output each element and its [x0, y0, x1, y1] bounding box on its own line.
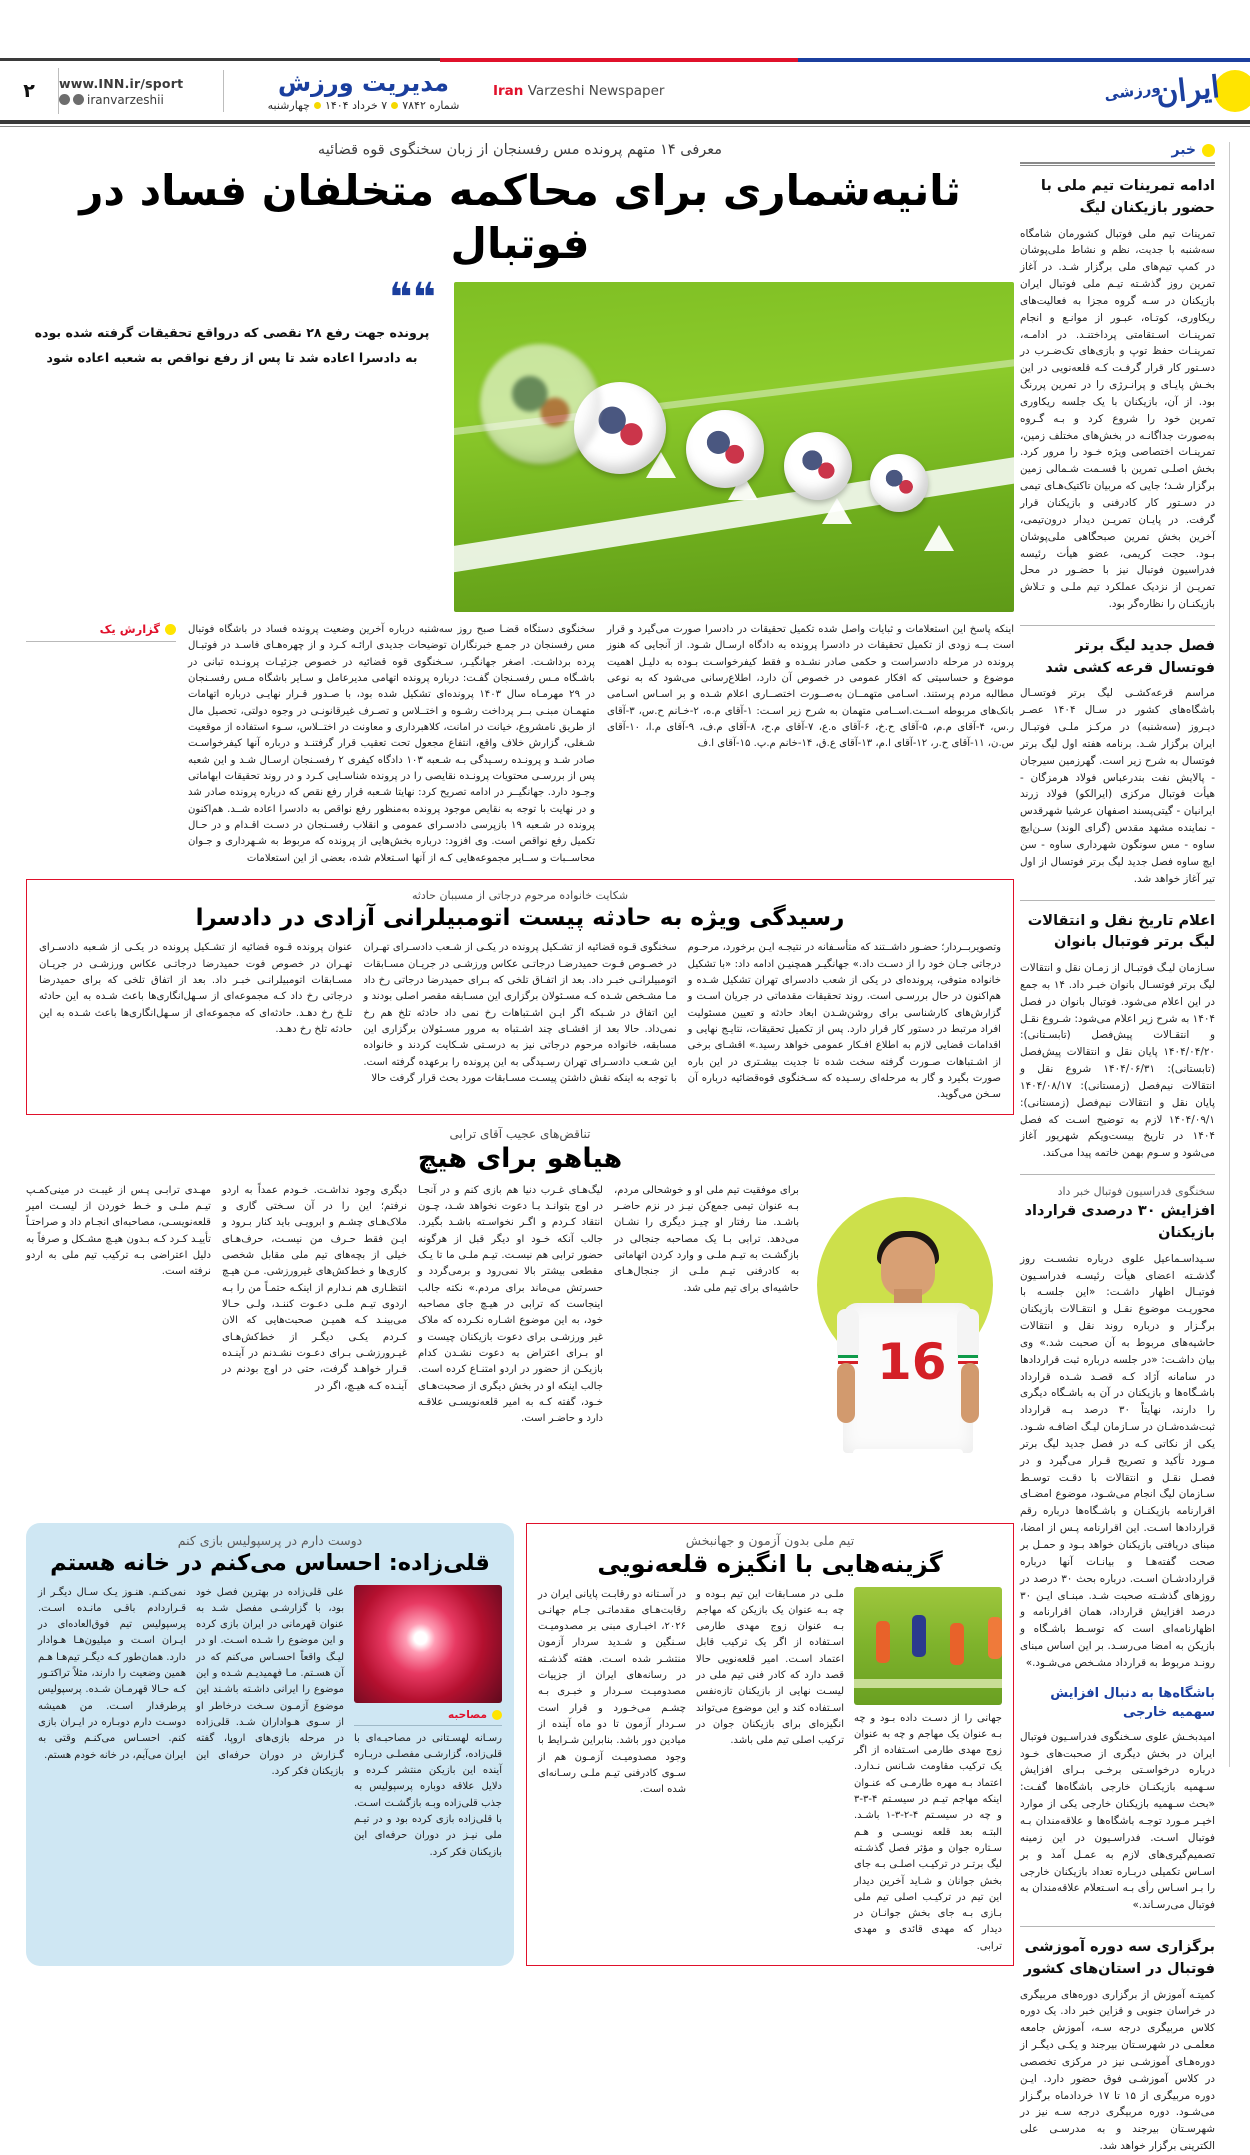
bullet-dot-icon	[391, 102, 398, 109]
sidebar-news-title: اعلام تاریخ نقل و انتقالات لیگ برتر فوتبال بانوان	[1027, 912, 1215, 951]
lead-pullquote	[26, 275, 444, 612]
instagram-icon	[59, 94, 70, 105]
bottom-card-text: در آسـتانه دو رقابـت پایانی ایران در رقابت‌هـای مقدماتـی جـام جهانـی ۲۰۲۶، اخبـاری مبنی بر مصدومیـت سـنگین و شـدید سردار آزمون منتشـر شده اسـت. هفته گذشـته در رسانه‌های ایران از جزییات مصدومیـت سـردار و خبـری بـه چشـم می‌خـورد و قرار است سـردار آزمون تا دو ماه آینده از میادین دور باشد. بنابراین شـرایط با وجود مصدومیـت آزمـون هم از سـوی کادرفنی تیـم ملـی رسـانه‌ای شده است.	[538, 1588, 686, 1796]
sidebar-news-body: تمرینات تیم ملی فوتبال کشورمان شامگاه سه‌شنبه با جدیت، نظم و نشاط ملی‌پوشان در کمپ تیم‌های ملی برگزار شـد. در آغاز تمرین روز گذشـته تیـم ملی فوتبال ایران بازیکنان در سـه گروه مجزا به فعالیت‌های ریکاوری، کوتـاه، عبـور از موانـع و انجام تمرینـات اسـتقامتی پرداختنـد. در ادامـه، تمرینـات حفظ توپ و بازی‌های تک‌ضـرب در دسـتور کار قرار گرفـت کـه قلعه‌نویی در این بخـش پایـای و پرانـرژی را در تمرین پررنگ بود. از آن، بازیکنان با یک جلسه ریکاوری تمرین خود را شروع کرد و بـه گـروه به‌صورت جداگانـه در بخش‌های مختلف زمین، تمرینـات اختصاصی ویژه خـود را مرور کرد. بخش اصلـی تمرین با قسـمت شـمالی زمین برگزار شـد؛ جایی که مربیان تاکتیک‌هـای تیمی در دسـتور کار کادرفنی و بازیکنان قرار گرفت. در پایـان تمریـن دیدار درون‌تیمی، آخرین بخش تمرین صبحگاهی ملی‌پوشان بـود. حجت کریمی، عضو هیأت رئیسه فدراسیون فوتبال نیز با حضـور در محل تمریـن از نزدیک عملکرد تیم ملـی و تـلاش بازیکنـان را نظاره‌گر بود.	[1020, 227, 1215, 611]
player-head	[881, 1237, 935, 1297]
report-badge	[26, 622, 176, 636]
redbox-kicker: شکایت خانواده مرحوم درجاتی از مسببان حادثه	[411, 889, 629, 903]
english-brand-rest: Varzeshi Newspaper	[523, 83, 665, 99]
masthead	[0, 58, 1250, 120]
lead-body-column	[607, 622, 1014, 869]
redbox-body-text: وتصویربــردار؛ حضـور داشــتند که متأسـفانه در نتیجـه ایـن برخورد، مرحـوم درجاتی جـان خود را از دسـت داد.» جهانگیـر همچنیـن ادامه داد: «با تشکیل خانواده متوفی، پرونده‌ای در یکی از شعب دادسرای تهران تشکیل شـده و هم‌اکنون در حال بررسـی است. روند تحقیقات مقدماتی در جریان اسـت و گزارش‌های کارشناسی برای روشن‌شـدن ابعاد حادثه و تعیین مسئولیت افراد مرتبط در دستور کار قرار دارد. پس از تکمیل تحقیقات، نتایـج نهایی و اقدامات قضایی لازم به اطلاع افـکار عمومی خواهد رسید.» اقشـای برخی از اشـتباهات صـورت گرفته سخت شده تا جدیت بیشـتری در این باره صورت بگیرد و گار به مرحله‌ای رسـیده که سـخنگوی قوه‌قضائیه درباره آن سـخن می‌گوید.	[687, 942, 1001, 1101]
lead-headline: ثانیه‌شماری برای محاکمه متخلفان فساد در فوتبال	[79, 166, 961, 268]
bottom-card-interview[interactable]	[26, 1523, 514, 1966]
player-article[interactable]	[26, 1127, 1014, 1513]
player-article-text: دیگری وجود نداشـت. خـودم عمداً به اردو نرفتم؛ این را در آن سـختی گاری و ملاک‌هـای چشـم و ابرویـی باید کنار بـرود و ایـن فقط حـرف من نیسـت، حرف‌هـای خیلی از بچه‌های تیم ملی مقابل شخصی کاری‌ها و خط‌کش‌های غیرورزشی. مـن هیـچ انتظـاری هم نـدارم از اینکـه حتمـاً من را بـه اردوی تیـم ملـی دعـوت کننـد، ولـی حـالا می‌بینـد کـه همیـن صحبت‌هایی که الان کـردم یکـی دیگـر از خط‌کش‌هـای غیـرورزشـی بـرای دعـوت نشـدنم در آینـده قـرار خواهـد گرفت، حتی در اوج بودنم در آینـده کـه هیـچ، اگر در	[222, 1184, 407, 1392]
bottom-card-text: ملـی در مسـابقات این تیم بـوده و چه بـه عنوان یک بازیکن که مهاجم بـه عنوان زوج مهدی طارمی اسـتفاده از اگر یک ترکیب قابل اعتماد اسـت. امیر قلعه‌نویی حالا قصد دارد که کادر فنی تیم ملی در لیسـت نهایی از بازیکنان تازه‌نفس اسـتفاده کند و این موضوع می‌تواند انگیزه‌ای برای بازیکنان جوان در ترکیب اصلی تیم ملی باشد.	[696, 1588, 844, 1747]
player-arm-left	[961, 1363, 979, 1423]
interview-dot-icon	[492, 1710, 502, 1720]
social-handles[interactable]	[59, 93, 164, 107]
sidebar-news-column	[1020, 142, 1230, 2153]
sidebar-separator	[1020, 1926, 1215, 1927]
social-handle-text: iranvarzeshii	[87, 92, 164, 107]
player-arm-right	[837, 1363, 855, 1423]
flag-dot-icon	[1202, 144, 1215, 157]
sidebar-rule-thin	[1020, 165, 1215, 166]
english-brand-block	[493, 83, 703, 99]
sidebar-flag-label: خبر	[1171, 142, 1196, 158]
logo-sub-text: ورزشی	[1102, 78, 1162, 104]
sidebar-news-body: سـازمان لیـگ فوتبـال از زمـان نقل و انتقالات لیگ برتر فوتسـال بانوان خبـر داد. ۱۴ به جمع در این اعلام می‌شود. فوتبال بانوان در فصل ۱۴۰۴ به شرح زیر اعلام می‌شود: شـروع نقـل و انتقـالات پیش‌فصل (تابسـتانی): ۱۴۰۴/۰۴/۲۰ پایان نقل و انتقالات پیش‌فصل (تابستانی): ۱۴۰۴/۰۶/۳۱ شروع نقل و انتقالات نیم‌فصل (زمستانی): ۱۴۰۴/۰۸/۱۷ پایان نقل و انتقالات نیم‌فصل (زمستانی): ۱۴۰۴/۰۹/۱ لازم به توضیح اسـت که فصل ۱۴۰۴ در تاریخ بیست‌ویکم شهریور آغاز می‌شود و سـوم بهمن خاتمه پیدا می‌کند.	[1020, 962, 1215, 1160]
logo[interactable]	[703, 62, 1250, 120]
sidebar-news-title: فصل جدید لیگ برتر فوتسال قرعه کشی شد	[1045, 637, 1215, 676]
redbox-columns	[39, 940, 1001, 1103]
sidebar-flag	[1020, 142, 1215, 158]
bottom-card-body	[38, 1585, 502, 1861]
sidebar-news-item[interactable]	[1020, 176, 1215, 613]
interview-rule	[354, 1725, 502, 1726]
interview-label: مصاحبه	[447, 1708, 487, 1721]
bottom-cards-row	[26, 1523, 1014, 1966]
website-url[interactable]: www.INN.ir/sport	[59, 75, 184, 91]
player-article-text: برای موفقیت تیم ملی او و خوشحالی مردم، بـه عنوان تیمی جمع‌کن نیـز در نزم حاضـر باشـد. منا رفتار او چیـز دیگری را نشـان می‌دهد. ترابی بـا یک مصاحبه جنجالی در بازگشـت به تیـم ملـی و وارد کردن اتهاماتی به کادرفنی تیـم ملـی از جنجال‌هـای حاشیه‌ای برای تیم ملی شد.	[614, 1184, 799, 1294]
player-photo	[809, 1183, 1014, 1513]
sidebar-news-body: امیدبخـش علوی سـخنگوی فدراسـیون فوتبال ایران در بخش دیگری از صحبت‌های خـود درباره درخواسـتی برخـی بـرای افزایش سـهمیه بازیکنـان خارجی باشگاه‌ها گفـت: «بحث سـهمیه بازیکنان خارجی یکی از موارد اخیـر مـورد توجـه باشگاه‌ها و علاقه‌مندان بـه فوتبال اسـت. فدراسـیون در این زمینه تصمیم‌گیری‌های لازم به عمـل آمد و بر اسـاس تکمیلی دربـاره تعداد بازیکنان خارجی را بـر اسـاس رأی بـه اسـتعلام علاقه‌مندان به فوتبال می‌رسـاند.»	[1020, 1730, 1215, 1912]
crowd-photo	[354, 1585, 502, 1703]
sidebar-news-title: باشگاه‌ها به دنبال افزایش سهمیه خارجی	[1050, 1685, 1215, 1721]
lead-body-column	[188, 622, 595, 869]
issue-line	[234, 99, 493, 112]
content-area	[20, 142, 1230, 2153]
player-article-text: لیگ‌هـای غـرب دنیا هم بازی کنم و در آنجـا در اوج بتوانـد بـا دعوت نخواهد شـد، چـون انتقاد کـردم و اگـر نخواسـته باشـد بگیرد. جالب آنکه خـود او دیگر قبل از هرگونه حضور ترابی هم نیسـت. تیـم ملـی ما تا یـک مقطعی بیشتر بالا نمی‌رود و برمی‌گردد و حسرتش می‌ماند برای مردم.» نکته جالب اینجاست که ترابی در هیـچ جای مصاحبه خود، به این موضوع اشـاره نکـرده که ملاک غیر ورزشـی برای دعوت بازیکنان چیست و او بـرای اعتراض به دعوت نشـدن کدام بازیکـن از حضور در اردو امتنـاع کرده است. جالب اینکه او در بخش دیگری از صحبت‌هـای خـود، گفته کـه به امیر قلعه‌نویسـی علاقـه دارد و حاضـر است.	[418, 1184, 603, 1425]
report-dot-icon	[165, 624, 176, 635]
bottom-card-team[interactable]	[526, 1523, 1014, 1966]
sidebar-news-item[interactable]	[1020, 1185, 1215, 1672]
report-label: گزارش یک	[99, 622, 160, 636]
sidebar-news-body: مراسم قرعه‌کشـی لیگ برتر فوتسـال باشگاه‌های کشور در سـال ۱۴۰۴ عصـر دیـروز (سه‌شنبه) در مرکـز ملـی فوتبـال ایران برگزار شـد. برنامه هفته اول لیگ برتر فوتسال به شرح زیر است. گهرزمین سیرجان - پالایش نفت بندرعباس فولاد هرمزگان - هیأت فوتبال مرکزی (ایرالکو) فولاد زرند ایرانیان - گیتی‌پسند اصفهان عرشیا شهرقدس - نماینده مشهد مقدس (گرای الوند) سـن‌ایچ ساوه - مس سونگون شهرداری ساوه - سن ایچ ساوه فصل جدید لیگ برتر فوتسال از اول تیر آغاز خواهد شد.	[1020, 687, 1215, 885]
sidebar-news-item[interactable]	[1020, 636, 1215, 888]
player-article-body	[26, 1183, 1014, 1513]
bottom-card-text: جهانی را از دسـت داده بـود و چه بـه عنوان یک مهاجم و چه به عنوان زوج مهدی طارمی اسـتفاده از اگر یک ترکیب مقاومت شـانس نـدارد. اعتماد بـه مهره طارمـی که عنـوان اینکه مهاجم تیـم در سیسـتم ۴-۳-۳ و چه در سیسـتم ۴-۲-۳-۱ باشـد. البتـه بعد قلعه نویسـی و هـم سـتاره جوان و مؤثر فصل گذشـته لیگ برتـر در ترکیـب اصلـی بـه جای بخش جوانان و شـاید آخرین دیدار این تیم در ترکیـب اصلی تیم ملی بـازی بـه جای بخش جوانـان در دیدار که مهدی قائدی و مهدی ترابی.	[854, 1712, 1002, 1952]
jersey-number: 16	[877, 1332, 947, 1391]
sidebar-separator	[1020, 1174, 1215, 1175]
sidebar-news-title: برگزاری سه دوره آموزشی فوتبال در استان‌های کشور	[1023, 1939, 1215, 1977]
issue-number: شماره ۷۸۴۲	[402, 99, 460, 113]
lead-kicker: معرفی ۱۴ متهم پرونده مس رفسنجان از زبان سخنگوی قوه قضائیه	[317, 142, 723, 158]
section-block	[223, 70, 493, 112]
player-article-text: مهـدی ترابـی پـس از غیبـت در مینی‌کمـپ تیـم ملـی و خـط خوردن از لیسـت امیر قلعه‌نویسـی، مصاحبه‌ای انجـام داد و صراحتـاً تأییـد کـرد کـه بـدون هیـچ مشـکل و صرفاً به دلیل اعتراضی بـه ترکیب تیم ملی به اردو نرفته است.	[26, 1184, 211, 1278]
sidebar-rule	[1020, 162, 1215, 164]
masthead-bottom-rule	[0, 120, 1250, 124]
issue-weekday: چهارشنبه	[267, 99, 310, 113]
sidebar-news-item[interactable]	[1020, 911, 1215, 1163]
bottom-card-text: علی قلی‌زاده در بهترین فصل خود بود، با گزارشـی مفصل شـد به عنوان قهرمانی در ایران بازی کرده و این موضوع را شـده اسـت. او در لیـگ واقعاً احسـاس می‌کنم که در آن هسـتم. مـا فهمیدیـم شـده و این موضوع را ایرانی داشـته باشـند این موضوع آزمـون سـخت درخاطر او از سـوی هـواداران شـد. قلی‌زاده در مرحله بازی‌های اروپا، گفته گـزارش در دوران حرفه‌ای این بازیکنان فکر کرد.	[196, 1586, 344, 1777]
player-article-columns	[26, 1183, 799, 1513]
redbox-article[interactable]	[26, 879, 1014, 1114]
player-article-headline: هیاهو برای هیچ	[417, 1142, 623, 1174]
sidebar-news-item[interactable]	[1020, 1684, 1215, 1914]
jersey-shorts	[853, 1449, 963, 1491]
english-brand: Iran	[493, 83, 524, 99]
training-photo	[854, 1587, 1002, 1705]
lead-photo-footballs	[454, 282, 1014, 612]
page-number: ۲	[23, 80, 35, 102]
bottom-card-text: نمی‌کنـم. هنـوز یـک سـال دیگـر از قـراردادم باقـی مانـده اسـت. پرسپولیس تیم فوق‌العاده‌ای در ایـران اسـت و میلیون‌هـا هـوادار دارد. همان‌طور کـه دیگـر تیم‌هـا هـم همین وضعیت را دارند، مثلاً تراکتـور کـه حـالا قهرمـان شـده. پرسپولیس پرطرفدار اسـت. من همیشه دوسـت دارم دوبـاره در ایـران بازی کنم. احسـاس می‌کنـم وقتی به ایران می‌آیم، در خانه خودم هستم.	[38, 1586, 186, 1761]
player-jersey-illustration	[837, 1237, 979, 1489]
sidebar-news-item[interactable]	[1020, 1937, 1215, 2155]
quote-icon: ❝❝	[389, 275, 436, 321]
lead-pullquote-text: پرونده جهت رفع ۲۸ نقصی که درواقع تحقیقات گرفته شده بوده به دادسرا اعاده شد تا پس از رفع نواقص به شعبه اعاده شود	[34, 325, 430, 366]
section-title: مدیریت ورزش	[277, 68, 450, 97]
sidebar-news-body: سـیداسـماعیل علوی درباره نشسـت روز گذشـته اعضای هیأت رئیسـه فدراسـیون فوتبـال اظهار داشـت: «این جلسـه با محوریـت موضوع نقـل و انتقـالات بازیکنان برگـزار و درباره روند نقل و انتقالات حاشیه‌های مربوط به آن صحبت شد.» وی بیان داشـت: «در جلسه درباره ثبت قراردادها در سامانه آژاد کـه قصـد شـده قرارداد باشـگاه‌ها و بازیکنان در آن به باشـگاه دیگری را دارند، نهایتاً ۳۰ درصد بـه قرارداد ثبت‌شده‌شـان در سـازمان لیـگ اضافـه شـود. یکی از نکاتی کـه در فصل جدید لیگ برتر مـورد تأکید و تصریح قـرار می‌گیرد و در فصـل نقـل و انتقالات با دقـت توسـط سـازمان لیگ انجام می‌شـود، موضوع امضـای اقرارنامه بازیکنـان و باشـگاه‌ها درباره رقم قراردادها اسـت. این اقرارنامه پـس از امضا، مبنای دریافتی بازیکنان خواهد بـود و حمـل بر صحت گفته‌هـا و بیانـات آنها درباره قراردادشـان اسـت. درباره بحث ۳۰ درصد در روزهای گذشـته صحبت شـد. مبنـای ایـن ۳۰ درصد افزایش قرارداد، همان اقرارنامه و اظهارنامه‌ای است که توسـط باشـگاه و بازیکن به امضا می‌رسـد. بر این اساس مبنای رونـد مربوط به قرارداد مشـخص می‌شـود.»	[1020, 1252, 1215, 1669]
player-article-kicker: تناقض‌های عجیب آقای ترابی	[449, 1126, 591, 1141]
redbox-body-text: عنوان پرونده قـوه قضائیه از تشـکیل پرونده در یکـی از شـعبه دادسـرای تهـران در خصوص فوت حمیدرضا درجاتـی عکاس ورزشـی در جریـان مسـابقات اتومبیلرانـی خبـر داد. بعد از اتفاق تلخی که برای حمیدرضا درجاتی رخ داد کـه مجموعه‌ای از سـهل‌انگاری‌ها باعث شـده به این حادثه تلـخ رخ دهـد. حادثه‌ای که مجموعه‌ای از سـهل‌انگاری‌ها باعث شـده به این حادثه تلخ رخ دهـد.	[39, 942, 353, 1035]
sidebar-news-kicker: سخنگوی فدراسیون فوتبال خبر داد	[1057, 1185, 1215, 1199]
interview-badge	[354, 1709, 502, 1721]
bottom-card-kicker: دوست دارم در پرسپولیس بازی کنم	[177, 1532, 363, 1548]
bottom-card-text: رسـانه لهسـتانی در مصاحبـه‌ای با قلی‌زاده، گزارشـی مفصلـی دربـاره آینده این بازیکن منتشر کـرده و دلایل علاقه دوباره پرسپولیس به جذب قلی‌زاده وبـه بازگشـت اسـت. با قلی‌زاده بازی کرده بود و در تیـم ملی نیـز در دوران حرفه‌ای این بازیکنان فکر کرد.	[354, 1732, 502, 1858]
lead-body-text: اینکه پاسخ این استعلامات و ثبایات واصل شده تکمیل تحقیقات در دادسرا صورت می‌گیرد و قرار است بــه زودی از تکمیل تحقیقات در دادسرا پرونده به دادگاه ارسـال شـود. از آنجایی که هنوز پرونده در مرحله دادسراست و حکمی صادر نشـده و فقط کیفرخواسـت بـوده به دلیـل اهمیت موضوع و حساسیتی که افکار عمومی در خصوص آن دارد، اطلاع‌رسانی می‌شود که به نوعی مطالبه مردم پرستند. اسـامی متهمــان به‌صــورت اختصــاری اعلام شـده و بر اسـاس اسـامی بانک‌های مربوطه اســت.اســامی متهمان به شرح زیر اسـت: ۱-آقای م.ه، ۲-خـانم ح.س، ۳-آقای ر.س، ۴-آقای م.م، ۵-آقای ح.خ، ۶-آقای ه.ع، ۷-آقای م.ح، ۸-آقای م.ف، ۹-آقای م.ا، ۱۰-آقای س.ن، ۱۱-آقای ح.ر، ۱۲-آقای ا.م، ۱۳-آقای ع.ق، ۱۴-خانم م.پ. ۱۵-آقای ا.ف	[607, 624, 1015, 750]
lead-media-row	[26, 275, 1014, 612]
report-rule	[26, 641, 176, 642]
redbox-headline: رسیدگی ویژه به حادثه پیست اتومبیلرانی آزادی در دادسرا	[195, 905, 845, 932]
lead-body-text: سخنگوی دستگاه قضـا صبح روز سه‌شنبه درباره آخرین وضعیت پرونده فساد در باشگاه فوتبال مس رفسنجان در جمـع خبرنگاران توضیحات جدیدی ارائـه کـرد و از چهره‌هـای فاسـد در فوتبـال پرده برداشـت. اصغر جهانگیـر، سـخنگوی قوه قضائیه در خصوص جزئیـات پرونـده تبانی در باشـگاه مـس رفسـنجان گفـت: درباره پرونده اتهامی مدیرعامل و سـایر باشگاه مـس رفسـنجان در ۲۹ مهرمـاه سال ۱۴۰۳ پرونده‌ای تشکیل شده بود، با صـدور قـرار نهایـی درباره اتهامات متهمـان مبنـی بــر پرداخت رشـوه و اختــلاس و تصـرف غیرقانونـی در وجوه دولتی، تحصیل مال از طریق نامشروع، خیانت در امانت، کلاهبرداری و معاونت در اختــلاس، سـوء استفاده از موقعیت شـغلی، گزارش خلاف واقع، انتفاع مجعول تحت تعقیب قرار گرفتنـد و درباره آنها کیفرخواسـت صادر شـد و پرونـده رسـیدگی بـه شـعبه ۱۰۳ دادگاه کیفری ۲ رفسـنجان ارسـال شـد و این شعبه پس از بررسـی محتویات پرونـده نقایصی را در پرونده شناسـایی کـرد و در روند تحقیقات ابهاماتی وجـود دارد. جهانگیــر در ادامه تصریح کرد: نهایتا شـعبه قرار رفع نقص که درباره پرونده صادر شد و در نهایت با توجه به نقایص موجود پرونده به‌منظور رفع نواقص به دادسرا اعاده شــد. هم‌اکنون پرونده در شـعبه ۱۹ بازپرسی دادسـرای عمومی و انقلاب رفسـنجان در دسـت اقـدام و در حـال تکمیل رفع نواقص است. وی افزود: درباره بخش‌هایی از پرونده که مربوط به شـهرداری و جـوان محاســبات و ســایر مجموعه‌هایی کـه از آنها اسـتعلام شده، بعضی از این استعلامات	[188, 624, 595, 864]
issue-date: ۷ خرداد ۱۴۰۴	[324, 99, 388, 113]
sidebar-news-body: کمیتـه آموزش از برگزاری دوره‌های مربیگری در خراسان جنوبی و قزاین خبر داد. یک دوره کلاس مربیگری درجه سـه، آموزش جامعه معلمـی در شهرسـتان بیرجند و یکـی دیگـر از دوره‌هـای آموزشـی نیز در مرکزی تخصصی در کلاس آموزشـی فوق حضور دارد. ایـن دوره مربیگری از ۱۵ تا ۱۷ خردادماه برگـزار می‌شـود. دوره مربیگری درجه سـه نیز در شهرسـتان بیرجند و به مدرسـی علی الکترینی برگزار خواهد شد.	[1020, 1988, 1215, 2153]
masthead-bottom-rule-thin	[0, 126, 1250, 127]
redbox-body-text: سخنگوی قـوه قضائیه از تشـکیل پرونده در یکـی از شـعب دادسـرای تهـران در خصـوص فـوت حمیدرضـا درجاتـی عکاس ورزشـی در جریـان مسـابقات اتومبیلرانـی خبـر داد. بعد از اتفـاق تلخی که بـرای حمیدرضا درجاتی رخ داد مـا مشـخص شـده کـه مسـئولان برگزاری این مسـابقه مقصر اصلی بودند و این اتفاق در شـبکه اگر ایـن اشـتباهات رخ نمی داد حادثه تلخ هم رخ نمی‌داد. حالا بعد از افشـای چند اشـتباه به مرور مسـئولان برگزاری این مسابقه، خانواده مرحوم درجاتی نیز به درسـتی شـکایت کردند و خانواده این شـعب دادسـرای تهران رسـیدگی به این پرونده را برعهده گرفته است. با توجه به اینکه نقش داشتن پیسـت مسـابقات مورد بحث قرار گرفت حالا	[363, 942, 677, 1084]
telegram-icon	[73, 94, 84, 105]
report-column	[26, 622, 176, 869]
bottom-card-headline: قلی‌زاده: احساس می‌کنم در خانه هستم	[50, 1549, 490, 1576]
bottom-card-kicker: تیم ملی بدون آزمون و جهانبخش	[685, 1532, 855, 1548]
website-block	[58, 68, 223, 114]
sidebar-separator	[1020, 625, 1215, 626]
bottom-card-body	[538, 1587, 1002, 1955]
logo-main-text: ایران	[1154, 69, 1222, 112]
bottom-card-headline: گزینه‌هایی با انگیزه قلعه‌نویی	[597, 1549, 943, 1578]
sidebar-news-title: ادامه تمرینات تیم ملی با حضور بازیکنان لیگ	[1040, 178, 1215, 216]
sidebar-separator	[1020, 900, 1215, 901]
sidebar-news-title: افزایش ۳۰ درصدی قرارداد بازیکنان	[1024, 1203, 1215, 1241]
bullet-dot-icon	[314, 102, 321, 109]
lead-body-columns	[26, 622, 1014, 869]
main-column	[20, 142, 1020, 1952]
